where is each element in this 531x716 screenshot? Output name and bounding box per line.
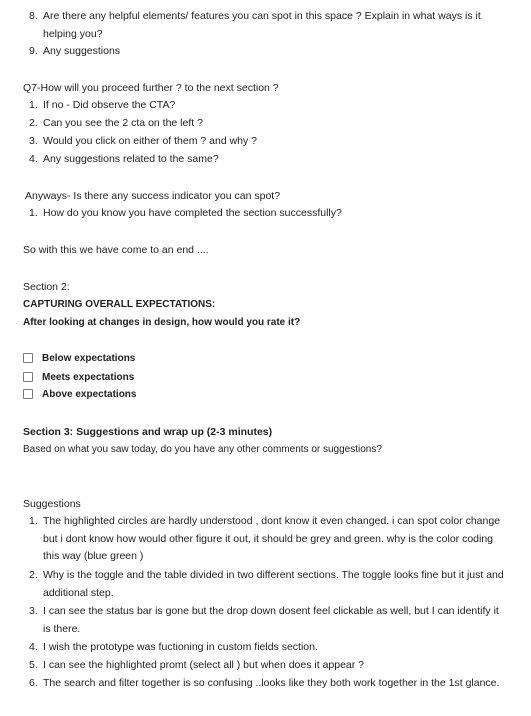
list-item	[29, 115, 509, 133]
option-label: Below expectations	[42, 352, 136, 364]
list-text: Why is the toggle and the table divided in two different sections. The toggle looks fine but it just and additional step.	[43, 569, 504, 599]
checkbox[interactable]	[23, 353, 33, 363]
list-number: 6.	[29, 677, 38, 689]
list-item	[29, 8, 509, 43]
end-text: So with this we have come to an end ....	[23, 244, 209, 256]
list-number: 4.	[29, 641, 38, 653]
list-text: The highlighted circles are hardly understood , dont know it even changed. i can spot color change but i dont know how would other figure it out, it should be grey and green. why is the color coding this way (blue green )	[43, 515, 501, 563]
option-label: Above expectations	[42, 388, 137, 400]
list-text: I wish the prototype was fuctioning in custom fields section.	[43, 641, 318, 653]
list-item	[29, 133, 509, 151]
list-number: 8.	[29, 10, 38, 22]
list-number: 3.	[29, 135, 38, 147]
list-item	[29, 639, 507, 657]
checkbox[interactable]	[23, 372, 33, 382]
success-heading: Anyways- Is there any success indicator you can spot?	[25, 190, 281, 202]
list-item	[29, 603, 507, 638]
list-number: 1.	[29, 99, 38, 111]
option-above-expectations[interactable]	[23, 386, 136, 402]
list-item	[29, 151, 509, 169]
list-text: If no - Did observe the CTA?	[43, 99, 176, 111]
section3-title: Section 3: Suggestions and wrap up (2-3 minutes)	[23, 426, 273, 438]
list-text: Any suggestions related to the same?	[43, 153, 219, 165]
list-number: 3.	[29, 605, 38, 617]
suggestions-heading: Suggestions	[23, 498, 81, 510]
option-meets-expectations[interactable]	[23, 369, 134, 385]
section3-prompt: Based on what you saw today, do you have any other comments or suggestions?	[23, 444, 382, 455]
list-number: 2.	[29, 569, 38, 581]
list-text: I can see the status bar is gone but the drop down dosent feel clickable as well, but I can identify it is there.	[43, 605, 499, 635]
list-number: 4.	[29, 153, 38, 165]
list-item	[29, 567, 507, 602]
list-text: Are there any helpful elements/ features you can spot in this space ? Explain in what ways is it helping you?	[43, 10, 481, 40]
list-item	[29, 513, 507, 566]
list-item	[29, 657, 507, 675]
list-text: Can you see the 2 cta on the left ?	[43, 117, 203, 129]
list-item	[29, 205, 509, 223]
q7-heading: Q7-How will you proceed further ? to the next section ?	[23, 82, 279, 94]
list-text: Any suggestions	[43, 45, 121, 57]
list-number: 1.	[29, 515, 38, 527]
section2-question: After looking at changes in design, how would you rate it?	[23, 317, 301, 328]
list-number: 9.	[29, 45, 38, 57]
section2-subtitle: CAPTURING OVERALL EXPECTATIONS:	[23, 299, 216, 310]
list-text: How do you know you have completed the section successfully?	[43, 207, 342, 219]
list-item	[29, 97, 509, 115]
list-number: 5.	[29, 659, 38, 671]
option-label: Meets expectations	[42, 371, 135, 383]
list-text: I can see the highlighted promt (select all ) but when does it appear ?	[43, 659, 365, 671]
option-below-expectations[interactable]	[23, 350, 135, 366]
list-text: The search and filter together is so confusing ..looks like they both work together in the 1st glance.	[43, 677, 500, 689]
section2-title: Section 2:	[23, 281, 70, 293]
list-item	[29, 43, 509, 61]
list-text: Would you click on either of them ? and why ?	[43, 135, 258, 147]
list-item	[29, 675, 507, 693]
list-number: 1.	[29, 207, 38, 219]
list-number: 2.	[29, 117, 38, 129]
checkbox[interactable]	[23, 389, 33, 399]
